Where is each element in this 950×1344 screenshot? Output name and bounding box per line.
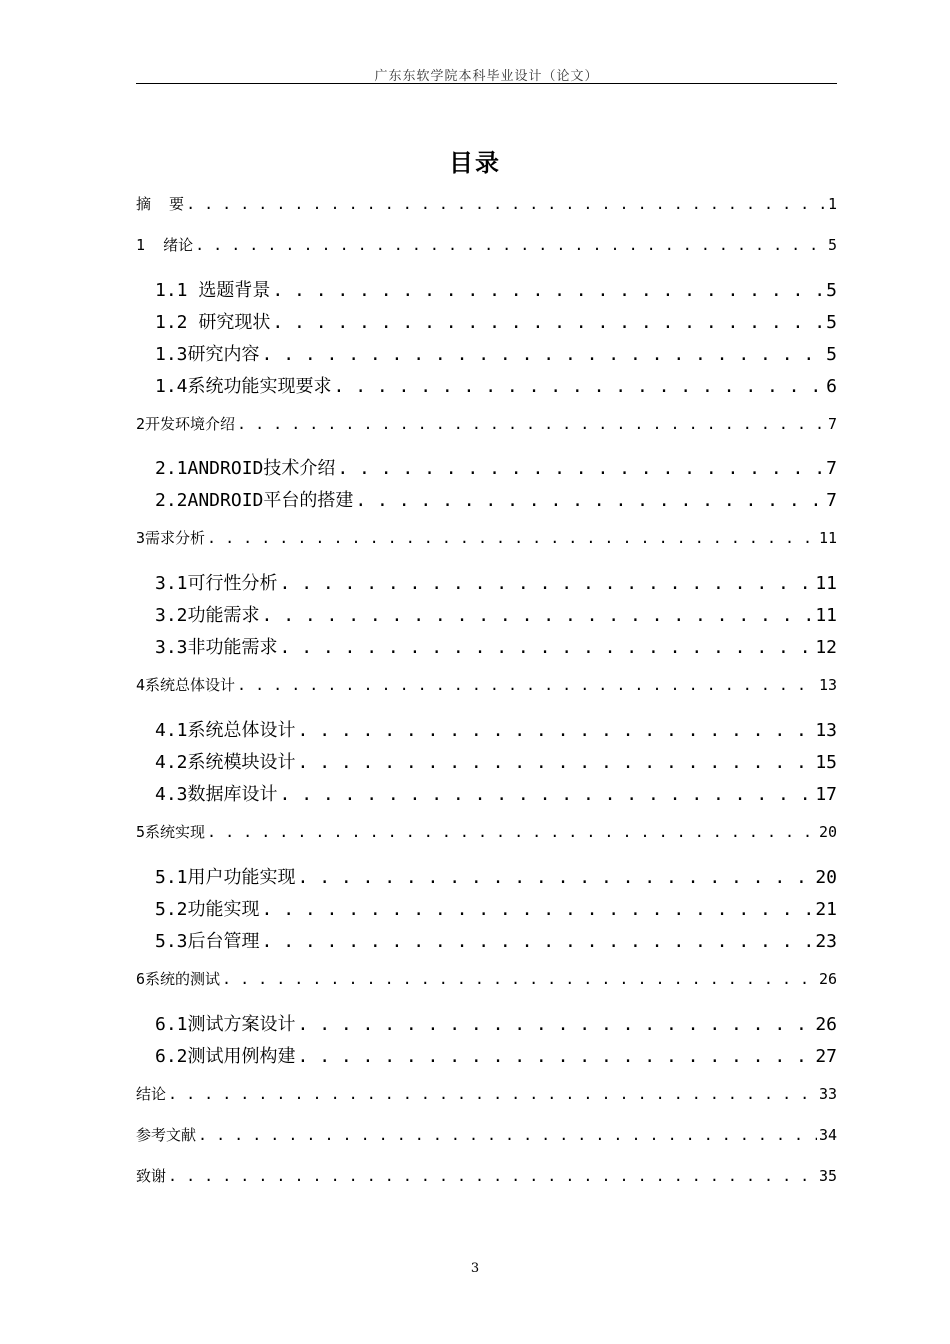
toc-dot-leader (198, 1126, 817, 1144)
toc-entry-label: 6.1测试方案设计 (155, 1014, 296, 1035)
toc-entry-label: 4.2系统模块设计 (155, 752, 296, 773)
toc-entry-page: 11 (815, 605, 837, 626)
toc-dot-leader (298, 752, 814, 773)
toc-entry-label: 3需求分析 (136, 529, 206, 547)
toc-entry-label: 摘 要 (136, 195, 185, 213)
header-title: 广东东软学院本科毕业设计（论文） (374, 69, 599, 84)
toc-entry-page: 5 (826, 344, 837, 365)
toc-entry-page: 7 (827, 415, 837, 433)
toc-entry-page: 20 (818, 823, 837, 841)
toc-entry[interactable] (136, 1083, 837, 1104)
toc-entry[interactable] (155, 372, 837, 398)
toc-entry[interactable] (136, 968, 837, 989)
toc-dot-leader (207, 823, 817, 841)
toc-dot-leader (280, 637, 814, 658)
toc-dot-leader (168, 1167, 817, 1185)
toc-dot-leader (298, 867, 814, 888)
toc-entry[interactable] (136, 527, 837, 548)
toc-entry[interactable] (136, 234, 837, 255)
toc-dot-leader (298, 1014, 814, 1035)
toc-entry-label: 2开发环境介绍 (136, 415, 236, 433)
toc-entry-label: 1 绪论 (136, 236, 194, 254)
toc-dot-leader (237, 415, 826, 433)
toc-dot-leader (168, 1085, 817, 1103)
toc-entry[interactable] (155, 486, 837, 512)
toc-entry-label: 结论 (136, 1085, 167, 1103)
toc-dot-leader (298, 720, 814, 741)
toc-dot-leader (207, 529, 817, 547)
toc-entry-page: 15 (815, 752, 837, 773)
toc-entry-page: 27 (815, 1046, 837, 1067)
toc-entry[interactable] (155, 1042, 837, 1068)
toc-entry-label: 6系统的测试 (136, 970, 221, 988)
toc-entry-label: 致谢 (136, 1167, 167, 1185)
toc-entry[interactable] (155, 748, 837, 774)
toc-entry-page: 23 (815, 931, 837, 952)
toc-entry-page: 35 (818, 1167, 837, 1185)
toc-entry[interactable] (155, 601, 837, 627)
toc-entry[interactable] (136, 1165, 837, 1186)
toc-entry-label: 5.2功能实现 (155, 899, 260, 920)
toc-dot-leader (272, 280, 824, 301)
toc-entry-label: 5.3后台管理 (155, 931, 260, 952)
toc-entry[interactable] (155, 716, 837, 742)
toc-entry-page: 17 (815, 784, 837, 805)
header-divider (136, 83, 837, 84)
toc-entry-label: 4.3数据库设计 (155, 784, 278, 805)
toc-title: 目录 (449, 149, 501, 177)
toc-entry[interactable] (155, 276, 837, 302)
toc-dot-leader (262, 605, 814, 626)
toc-entry-page: 21 (815, 899, 837, 920)
toc-entry-page: 20 (815, 867, 837, 888)
toc-entry[interactable] (155, 340, 837, 366)
toc-entry-page: 33 (818, 1085, 837, 1103)
toc-dot-leader (355, 490, 824, 511)
toc-entry[interactable] (155, 927, 837, 953)
toc-entry[interactable] (136, 674, 837, 695)
toc-entry[interactable] (155, 895, 837, 921)
toc-entry-page: 26 (815, 1014, 837, 1035)
toc-dot-leader (272, 312, 824, 333)
toc-entry-page: 6 (826, 376, 837, 397)
toc-entry-label: 参考文献 (136, 1126, 197, 1144)
toc-entry-page: 34 (818, 1126, 837, 1144)
toc-entry-label: 1.1 选题背景 (155, 280, 271, 301)
toc-entry-page: 11 (818, 529, 837, 547)
toc-entry[interactable] (136, 413, 837, 434)
toc-entry-label: 6.2测试用例构建 (155, 1046, 296, 1067)
toc-entry[interactable] (155, 569, 837, 595)
toc-dot-leader (262, 931, 814, 952)
toc-dot-leader (186, 195, 826, 213)
toc-entry-page: 13 (815, 720, 837, 741)
toc-entry-label: 1.2 研究现状 (155, 312, 271, 333)
toc-entry-label: 1.4系统功能实现要求 (155, 376, 332, 397)
toc-entry-label: 3.2功能需求 (155, 605, 260, 626)
toc-dot-leader (280, 784, 814, 805)
footer-page-number: 3 (470, 1261, 480, 1276)
toc-entry[interactable] (136, 193, 837, 214)
toc-entry-label: 2.1ANDROID技术介绍 (155, 458, 336, 479)
toc-entry[interactable] (136, 821, 837, 842)
toc-entry-page: 7 (826, 458, 837, 479)
toc-dot-leader (334, 376, 825, 397)
toc-dot-leader (195, 236, 826, 254)
toc-entry-page: 1 (827, 195, 837, 213)
toc-entry-page: 5 (827, 236, 837, 254)
toc-entry[interactable] (155, 863, 837, 889)
toc-dot-leader (237, 676, 817, 694)
toc-entry-page: 13 (818, 676, 837, 694)
toc-entry[interactable] (155, 1010, 837, 1036)
toc-entry[interactable] (155, 308, 837, 334)
toc-entry[interactable] (155, 633, 837, 659)
toc-entry[interactable] (155, 780, 837, 806)
toc-entry-page: 7 (826, 490, 837, 511)
toc-entry-label: 5系统实现 (136, 823, 206, 841)
toc-entry-label: 3.3非功能需求 (155, 637, 278, 658)
toc-entry-page: 26 (818, 970, 837, 988)
toc-entry-label: 3.1可行性分析 (155, 573, 278, 594)
toc-entry[interactable] (155, 454, 837, 480)
toc-entry-page: 11 (815, 573, 837, 594)
toc-dot-leader (280, 573, 814, 594)
toc-entry-page: 5 (826, 312, 837, 333)
toc-entry-page: 12 (815, 637, 837, 658)
toc-entry-label: 5.1用户功能实现 (155, 867, 296, 888)
toc-entry-label: 4.1系统总体设计 (155, 720, 296, 741)
toc-entry-label: 1.3研究内容 (155, 344, 260, 365)
toc-dot-leader (298, 1046, 814, 1067)
toc-entry-page: 5 (826, 280, 837, 301)
toc-entry[interactable] (136, 1124, 837, 1145)
toc-entry-label: 2.2ANDROID平台的搭建 (155, 490, 354, 511)
toc-dot-leader (337, 458, 824, 479)
toc-dot-leader (262, 899, 814, 920)
toc-dot-leader (222, 970, 817, 988)
toc-dot-leader (262, 344, 825, 365)
toc-entry-label: 4系统总体设计 (136, 676, 236, 694)
